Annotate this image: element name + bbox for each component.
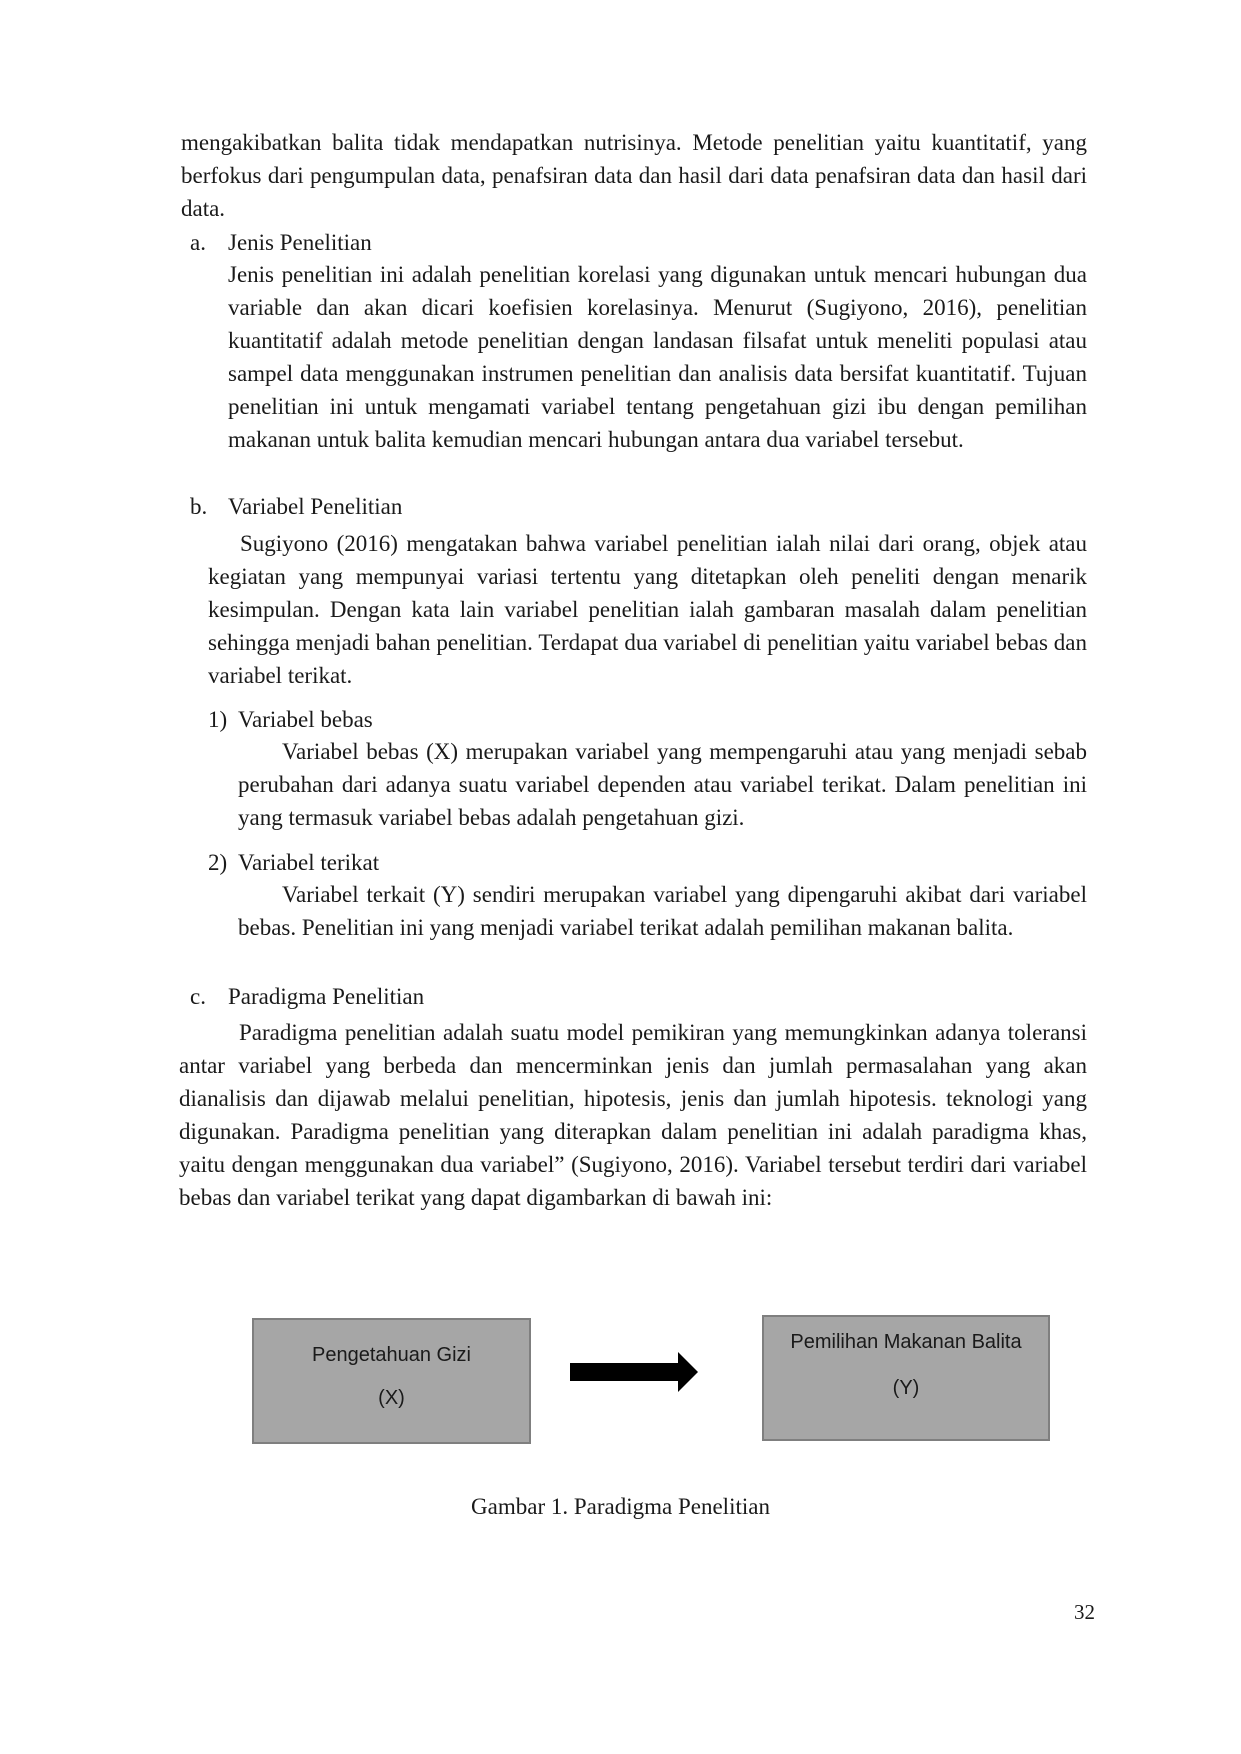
item-2-body: Variabel terkait (Y) sendiri merupakan variabel yang dipengaruhi akibat dari variabel bebas. Penelitian ini yang menjadi variabel terikat adalah pemilihan makanan balita. (238, 882, 1087, 940)
section-b-body: Sugiyono (2016) mengatakan bahwa variabel penelitian ialah nilai dari orang, objek atau kegiatan yang mempunyai variasi tertentu yang ditetapkan oleh peneliti dengan menarik kesimpulan. Dengan kata lain variabel penelitian ialah gambaran masalah dalam penelitian sehingga menjadi bahan penelitian. Terdapat dua variabel di penelitian yaitu variabel bebas dan variabel terikat. (208, 531, 1087, 688)
figure-caption: Gambar 1. Paradigma Penelitian (471, 1494, 770, 1519)
variable-x-label: Pengetahuan Gizi (311, 1344, 471, 1366)
item-1-marker: 1) (208, 707, 228, 732)
intro-paragraph: mengakibatkan balita tidak mendapatkan nutrisinya. Metode penelitian yaitu kuantitatif, yang berfokus dari pengumpulan data, penafsiran data dan hasil dari data penafsiran data dan hasil dari data. (181, 130, 1087, 221)
variable-x-symbol: (X) (378, 1387, 405, 1409)
variable-y-symbol: (Y) (892, 1377, 920, 1399)
section-b-title: Variabel Penelitian (228, 494, 403, 519)
variable-y-box (762, 1315, 1050, 1441)
variable-x-box (252, 1318, 531, 1444)
section-a-title: Jenis Penelitian (228, 230, 372, 255)
section-c-marker: c. (190, 984, 206, 1009)
page-number: 32 (1074, 1600, 1095, 1624)
section-c-title: Paradigma Penelitian (228, 984, 425, 1009)
variable-y-label: Pemilihan Makanan Balita (790, 1331, 1022, 1353)
section-a-marker: a. (190, 230, 206, 255)
item-1-title: Variabel bebas (238, 707, 373, 732)
item-2-marker: 2) (208, 850, 228, 875)
section-a-body: Jenis penelitian ini adalah penelitian korelasi yang digunakan untuk mencari hubungan dua variable dan akan dicari koefisien korelasinya. Menurut (Sugiyono, 2016), penelitian kuantitatif adalah metode penelitian dengan landasan filsafat untuk meneliti populasi atau sampel data menggunakan instrumen penelitian dan analisis data bersifat kuantitatif. Tujuan penelitian ini untuk mengamati variabel tentang pengetahuan gizi ibu dengan pemilihan makanan untuk balita kemudian mencari hubungan antara dua variabel tersebut. (228, 262, 1087, 452)
section-b-marker: b. (190, 494, 208, 519)
arrow-right-icon (570, 1350, 700, 1394)
section-c-body: Paradigma penelitian adalah suatu model pemikiran yang memungkinkan adanya toleransi antar variabel yang berbeda dan mencerminkan jenis dan jumlah permasalahan yang akan dianalisis dan dijawab melalui penelitian, hipotesis, jenis dan jumlah hipotesis. teknologi yang digunakan. Paradigma penelitian yang diterapkan dalam penelitian ini adalah paradigma khas, yaitu dengan menggunakan dua variabel” (Sugiyono, 2016). Variabel tersebut terdiri dari variabel bebas dan variabel terikat yang dapat digambarkan di bawah ini: (179, 1020, 1087, 1210)
item-2-title: Variabel terikat (238, 850, 380, 875)
item-1-body: Variabel bebas (X) merupakan variabel yang mempengaruhi atau yang menjadi sebab perubahan dari adanya suatu variabel dependen atau variabel terikat. Dalam penelitian ini yang termasuk variabel bebas adalah pengetahuan gizi. (238, 739, 1087, 830)
